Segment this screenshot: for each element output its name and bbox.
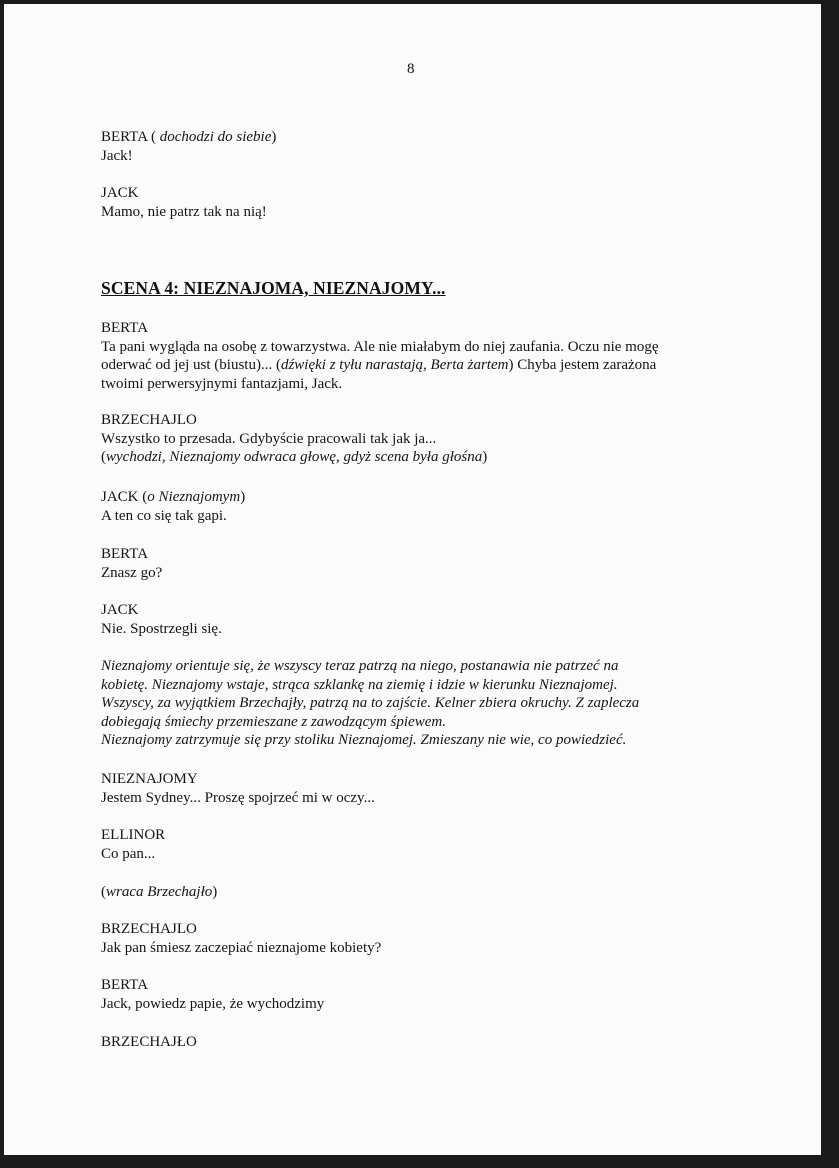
stage-line: Nieznajomy zatrzymuje się przy stoliku Nieznajomej. Zmieszany nie wie, co powiedzieć. (101, 732, 627, 748)
speaker-name: JACK (101, 185, 139, 201)
speaker-name: ELLINOR (101, 827, 166, 843)
dialogue-brzechajlo-3 (101, 1033, 741, 1052)
stage-line: Wszyscy, za wyjątkiem Brzechajły, patrzą na to zajście. Kelner zbiera okruchy. Z zaplecza (101, 695, 640, 711)
stage-aside: (wraca Brzechajło) (101, 884, 218, 900)
speaker-name: NIEZNAJOMY (101, 771, 198, 787)
dialogue-line: Jack, powiedz papie, że wychodzimy (101, 995, 325, 1012)
stage-direction (101, 657, 741, 750)
dialogue-line: oderwać od jej ust (biustu)... (dźwięki z tyłu narastają, Berta żartem) Chyba jestem zarażona (101, 357, 657, 373)
page-number: 8 (407, 61, 415, 77)
speaker-name: BRZECHAJLO (101, 412, 197, 428)
dialogue-jack-3 (101, 601, 741, 638)
speaker-name: BERTA (101, 320, 149, 336)
stage-line: dobiegają śmiechy przemieszane z zawodzącym śpiewem. (101, 713, 446, 730)
dialogue-ellinor-1 (101, 826, 741, 863)
dialogue-jack-2 (101, 488, 741, 525)
speaker-name: BRZECHAJŁO (101, 1034, 197, 1050)
dialogue-line: Jestem Sydney... Proszę spojrzeć mi w oczy... (101, 789, 375, 806)
speaker-name: BERTA (101, 546, 149, 562)
dialogue-line: twoimi perwersyjnymi fantazjami, Jack. (101, 375, 343, 392)
dialogue-line: Ta pani wygląda na osobę z towarzystwa. Ale nie miałabym do niej zaufania. Oczu nie mogę (101, 338, 659, 355)
dialogue-line: Co pan... (101, 845, 156, 862)
document-page (4, 4, 821, 1155)
stage-line: kobietę. Nieznajomy wstaje, strąca szklankę na ziemię i idzie w kierunku Nieznajomej. (101, 676, 618, 693)
speaker-name: BRZECHAJLO (101, 921, 197, 937)
dialogue-berta-3 (101, 545, 741, 582)
dialogue-berta-2 (101, 319, 741, 393)
dialogue-line: Mamo, nie patrz tak na nią! (101, 203, 267, 220)
dialogue-berta-4 (101, 976, 741, 1013)
dialogue-line: Wszystko to przesada. Gdybyście pracowali tak jak ja... (101, 430, 437, 447)
dialogue-brzechajlo-1 (101, 411, 741, 467)
speaker-name: JACK (101, 602, 139, 618)
dialogue-line: A ten co się tak gapi. (101, 507, 227, 524)
dialogue-line: Nie. Spostrzegli się. (101, 620, 222, 637)
stage-line: Nieznajomy orientuje się, że wszyscy teraz patrzą na niego, postanawia nie patrzeć na (101, 658, 619, 674)
dialogue-line: Jak pan śmiesz zaczepiać nieznajome kobiety? (101, 939, 382, 956)
scene-heading: SCENA 4: NIEZNAJOMA, NIEZNAJOMY... (101, 278, 446, 298)
dialogue-jack-1 (101, 184, 741, 221)
dialogue-line: Znasz go? (101, 564, 163, 581)
speaker-name: BERTA ( dochodzi do siebie) (101, 129, 277, 145)
dialogue-line: Jack! (101, 147, 133, 164)
dialogue-brzechajlo-2 (101, 920, 741, 957)
speaker-name: JACK (o Nieznajomym) (101, 489, 246, 505)
speaker-name: BERTA (101, 977, 149, 993)
stage-aside: (wychodzi, Nieznajomy odwraca głowę, gdyż scena była głośna) (101, 449, 488, 465)
dialogue-berta-1 (101, 128, 741, 165)
dialogue-nieznajomy-1 (101, 770, 741, 807)
